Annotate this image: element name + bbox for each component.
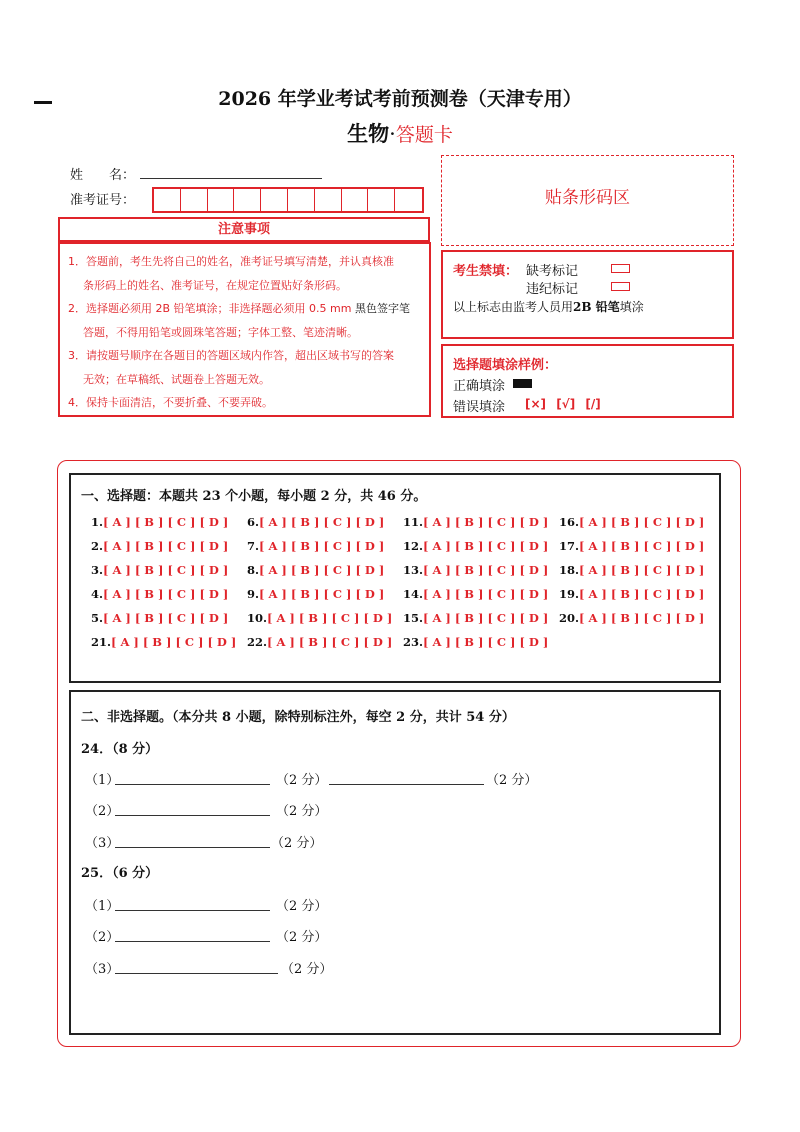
correct-fill-sample (513, 379, 532, 388)
choice-question-2[interactable] (91, 539, 228, 553)
written-answer-section (69, 690, 721, 1035)
exam-id-digit-box[interactable] (395, 189, 422, 211)
notice-item-1: 1．答题前，考生先将自己的姓名，准考证号填写清楚，并认真核准 条形码上的姓名、准考证号，在规定位置贴好条形码。 (68, 255, 394, 292)
wrong-fill-label: 错误填涂 (453, 400, 506, 415)
q25-part-2-score: （2 分） (276, 930, 328, 945)
choice-question-6[interactable] (247, 515, 384, 529)
q24-part-3-number: （3） (85, 836, 120, 851)
notice-item-2: 2．选择题必须用 2B 铅笔填涂；非选择题必须用 0.5 mm 黑色签字笔 答题，不得用铅笔或圆珠笔答题；字体工整、笔迹清晰。 (68, 302, 410, 339)
q24-part-1-score-2: （2 分） (486, 773, 538, 788)
choice-question-number: 21. (91, 635, 112, 649)
proctor-note: 以上标志由监考人员用2B 铅笔填涂 (453, 300, 644, 314)
choice-question-number: 5. (91, 611, 104, 625)
choice-question-number: 15. (403, 611, 424, 625)
choice-options[interactable]: [ A ] [ B ] [ C ] [ D ] (267, 635, 393, 649)
question-24-label: 24．（8 分） (81, 742, 159, 757)
q24-part-2-number: （2） (85, 804, 120, 819)
barcode-area: 贴条形码区 (441, 155, 734, 246)
choice-question-number: 11. (403, 515, 424, 529)
q24-part-1-score-1: （2 分） (276, 773, 328, 788)
choice-question-number: 2. (91, 539, 104, 553)
choice-question-number: 12. (403, 539, 424, 553)
choice-question-21[interactable] (91, 635, 236, 649)
choice-options[interactable]: [ A ] [ B ] [ C ] [ D ] (423, 515, 549, 529)
choice-question-7[interactable] (247, 539, 384, 553)
choice-options[interactable]: [ A ] [ B ] [ C ] [ D ] (267, 611, 393, 625)
choice-options[interactable]: [ A ] [ B ] [ C ] [ D ] (103, 515, 229, 529)
choice-question-1[interactable] (91, 515, 228, 529)
choice-question-3[interactable] (91, 563, 228, 577)
choice-question-12[interactable] (403, 539, 548, 553)
choice-question-number: 9. (247, 587, 260, 601)
choice-question-number: 22. (247, 635, 268, 649)
name-field[interactable] (140, 178, 322, 179)
notice-item-3: 3．请按题号顺序在各题目的答题区域内作答，超出区域书写的答案 无效；在草稿纸、试题卷上答题无效。 (68, 349, 394, 386)
choice-options[interactable]: [ A ] [ B ] [ C ] [ D ] (259, 539, 385, 553)
choice-options[interactable]: [ A ] [ B ] [ C ] [ D ] (579, 611, 705, 625)
choice-question-14[interactable] (403, 587, 548, 601)
absent-mark-box[interactable] (611, 264, 630, 273)
choice-question-13[interactable] (403, 563, 548, 577)
choice-question-number: 17. (559, 539, 580, 553)
choice-question-10[interactable] (247, 611, 392, 625)
correct-fill-label: 正确填涂 (453, 379, 506, 394)
exam-id-label: 准考证号： (70, 193, 136, 208)
choice-question-9[interactable] (247, 587, 384, 601)
choice-options[interactable]: [ A ] [ B ] [ C ] [ D ] (103, 611, 229, 625)
violation-mark-label: 违纪标记 (526, 282, 579, 297)
choice-question-number: 8. (247, 563, 260, 577)
absent-mark-label: 缺考标记 (526, 264, 579, 279)
subtitle-separator: · (389, 122, 396, 146)
choice-question-number: 23. (403, 635, 424, 649)
page-subtitle (0, 118, 800, 148)
choice-question-number: 10. (247, 611, 268, 625)
q25-part-3-number: （3） (85, 962, 120, 977)
q25-part-2-number: （2） (85, 930, 120, 945)
q25-part-3-blank[interactable] (115, 973, 278, 974)
choice-question-number: 20. (559, 611, 580, 625)
q25-part-2-blank[interactable] (115, 941, 270, 942)
fill-example-title: 选择题填涂样例： (453, 358, 558, 373)
exam-id-digit-box[interactable] (154, 189, 181, 211)
choice-question-15[interactable] (403, 611, 548, 625)
q24-part-1-blank-2[interactable] (329, 784, 484, 785)
exam-id-digit-box[interactable] (342, 189, 369, 211)
choice-question-11[interactable] (403, 515, 548, 529)
q24-part-3-score: （2 分） (271, 836, 323, 851)
choice-options[interactable]: [ A ] [ B ] [ C ] [ D ] (423, 635, 549, 649)
choice-question-number: 16. (559, 515, 580, 529)
q25-part-1-score: （2 分） (276, 899, 328, 914)
choice-question-number: 13. (403, 563, 424, 577)
exam-id-digit-box[interactable] (234, 189, 261, 211)
choice-question-number: 4. (91, 587, 104, 601)
choice-options[interactable]: [ A ] [ B ] [ C ] [ D ] (259, 563, 385, 577)
q24-part-2-score: （2 分） (276, 804, 328, 819)
exam-id-digit-box[interactable] (288, 189, 315, 211)
exam-id-digit-box[interactable] (315, 189, 342, 211)
multiple-choice-title: 一、选择题：本题共 23 个小题，每小题 2 分，共 46 分。 (81, 489, 427, 504)
notice-title: 注意事项 (58, 217, 430, 242)
q24-part-3-blank[interactable] (115, 847, 270, 848)
proctor-only-box (441, 250, 734, 339)
exam-id-digit-box[interactable] (261, 189, 288, 211)
choice-question-number: 19. (559, 587, 580, 601)
violation-mark-box[interactable] (611, 282, 630, 291)
q24-part-2-blank[interactable] (115, 815, 270, 816)
question-25-label: 25．（6 分） (81, 866, 159, 881)
q25-part-3-score: （2 分） (281, 962, 333, 977)
choice-options[interactable]: [ A ] [ B ] [ C ] [ D ] (259, 587, 385, 601)
choice-question-23[interactable] (403, 635, 548, 649)
choice-question-number: 18. (559, 563, 580, 577)
multiple-choice-section (69, 473, 721, 683)
choice-question-number: 3. (91, 563, 104, 577)
choice-question-18[interactable] (559, 563, 704, 577)
choice-options[interactable]: [ A ] [ B ] [ C ] [ D ] (103, 539, 229, 553)
notice-item-4: 4．保持卡面清洁，不要折叠、不要弄破。 (68, 396, 273, 409)
q25-part-1-number: （1） (85, 899, 120, 914)
choice-options[interactable]: [ A ] [ B ] [ C ] [ D ] (579, 515, 705, 529)
choice-question-16[interactable] (559, 515, 704, 529)
name-label: 姓 名： (70, 168, 136, 183)
choice-options[interactable]: [ A ] [ B ] [ C ] [ D ] (423, 539, 549, 553)
exam-id-boxes[interactable] (152, 187, 424, 213)
choice-options[interactable]: [ A ] [ B ] [ C ] [ D ] (579, 539, 705, 553)
choice-question-number: 1. (91, 515, 104, 529)
choice-options[interactable]: [ A ] [ B ] [ C ] [ D ] (103, 563, 229, 577)
choice-options[interactable]: [ A ] [ B ] [ C ] [ D ] (103, 587, 229, 601)
q24-part-1-number: （1） (85, 773, 120, 788)
choice-question-4[interactable] (91, 587, 228, 601)
choice-question-17[interactable] (559, 539, 704, 553)
subject-name: 生物 (347, 121, 390, 146)
card-name: 答题卡 (395, 124, 453, 146)
choice-question-number: 14. (403, 587, 424, 601)
choice-options[interactable]: [ A ] [ B ] [ C ] [ D ] (423, 587, 549, 601)
choice-options[interactable]: [ A ] [ B ] [ C ] [ D ] (259, 515, 385, 529)
notice-box (58, 242, 431, 417)
choice-question-22[interactable] (247, 635, 392, 649)
choice-options[interactable]: [ A ] [ B ] [ C ] [ D ] (423, 563, 549, 577)
exam-id-digit-box[interactable] (181, 189, 208, 211)
choice-question-number: 6. (247, 515, 260, 529)
choice-options[interactable]: [ A ] [ B ] [ C ] [ D ] (423, 611, 549, 625)
choice-options[interactable]: [ A ] [ B ] [ C ] [ D ] (111, 635, 237, 649)
exam-id-digit-box[interactable] (368, 189, 395, 211)
q25-part-1-blank[interactable] (115, 910, 270, 911)
choice-question-number: 7. (247, 539, 260, 553)
choice-question-20[interactable] (559, 611, 704, 625)
fill-example-box (441, 344, 734, 418)
exam-id-digit-box[interactable] (208, 189, 235, 211)
choice-options[interactable]: [ A ] [ B ] [ C ] [ D ] (579, 587, 705, 601)
wrong-fill-samples: [×] [√] [/] (525, 397, 601, 411)
written-answer-title: 二、非选择题。（本分共 8 小题，除特别标注外，每空 2 分，共计 54 分） (81, 710, 515, 725)
proctor-only-title: 考生禁填： (453, 264, 519, 279)
page-title: 2026 年学业考试考前预测卷（天津专用） (218, 88, 582, 110)
choice-question-5[interactable] (91, 611, 228, 625)
choice-options[interactable]: [ A ] [ B ] [ C ] [ D ] (579, 563, 705, 577)
choice-question-19[interactable] (559, 587, 704, 601)
q24-part-1-blank-1[interactable] (115, 784, 270, 785)
choice-question-8[interactable] (247, 563, 384, 577)
